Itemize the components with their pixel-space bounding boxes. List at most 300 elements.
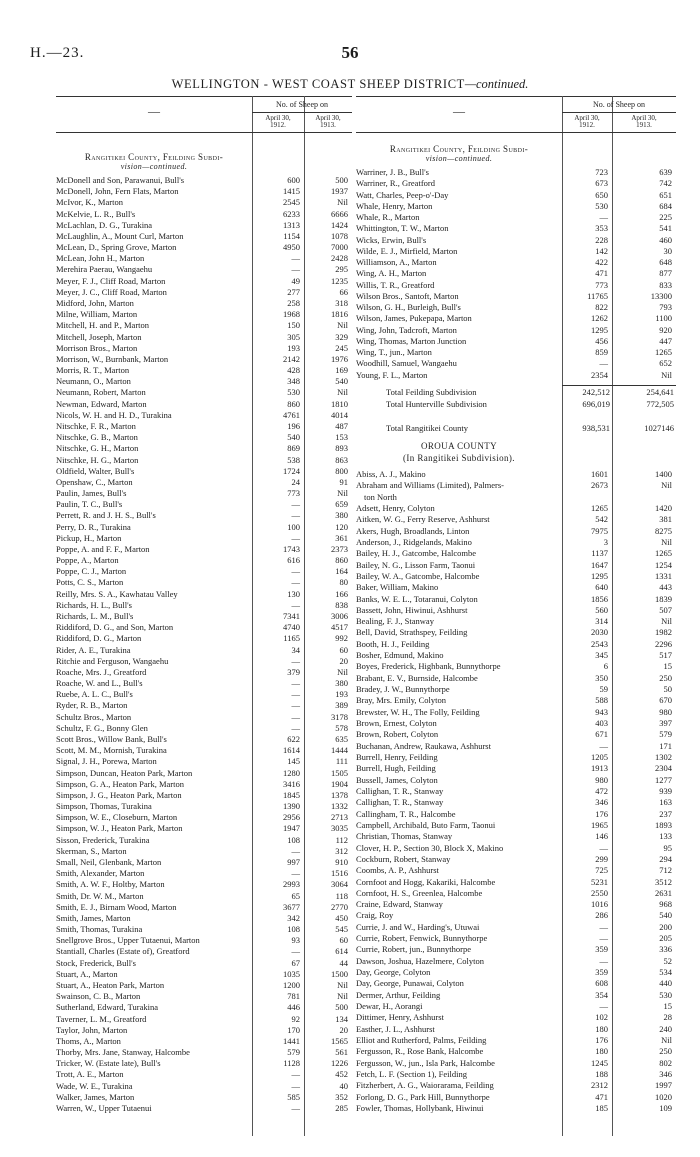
entry-name: Callighan, T. R., Stanway [356,797,444,808]
sheep-1913: 517 [659,650,672,661]
sheep-1913: 860 [335,555,348,566]
entry-name: Poppe, A., Marton [56,555,119,566]
sheep-1912: — [599,1001,608,1012]
sheep-1913: 60 [339,644,348,655]
sheep-1912: 773 [595,279,608,290]
sheep-1913: 1505 [331,767,348,778]
sheep-1912: 3 [603,536,608,547]
sheep-1913: Nil [337,666,348,677]
table-row [56,834,352,846]
sheep-1913: 500 [335,175,348,185]
sheep-1913: 166 [335,588,348,599]
entry-name: Day, George, Colyton [356,967,431,978]
table-row [56,945,352,957]
sheep-1913: 120 [335,521,348,532]
sheep-1912: 579 [287,1047,300,1058]
sheep-1913: 659 [335,499,348,510]
sheep-1913: Nil [337,387,348,398]
sheep-1912: 1390 [283,801,300,812]
sheep-1913: 1302 [655,752,672,762]
sheep-1913: 205 [659,933,672,944]
sheep-1912: 600 [287,175,300,185]
sheep-1913: 1420 [655,502,672,513]
table-row [56,532,352,544]
sheep-1912: 7341 [283,611,300,622]
entry-name: Fergusson, W., jun., Isla Park, Halcombe [356,1057,495,1068]
sheep-1912: 6 [603,661,608,672]
entry-name: Smith, James, Marton [56,912,131,923]
sheep-1913: 545 [335,924,348,935]
sheep-1912: 2550 [591,887,608,898]
table-row [356,166,676,178]
sheep-1912: 1295 [591,324,608,335]
sheep-1913: 800 [335,465,348,476]
table-row [356,200,676,212]
sheep-1912: 379 [287,666,300,677]
entry-name: McLean, John H., Marton [56,253,145,264]
entry-name: Warriner, R., Greatford [356,178,435,189]
sheep-1913: 285 [335,1102,348,1113]
sheep-1912: 354 [595,989,608,1000]
sheep-1913: 1444 [331,745,348,756]
sheep-1913: 380 [335,510,348,521]
entry-name: Riddiford, D. G., Marton [56,633,142,644]
sheep-1912: — [599,955,608,966]
sheep-1913: 66 [339,286,348,297]
sheep-1913: 1893 [655,819,672,830]
entry-name: Brabant, E. V., Burnside, Halcombe [356,672,478,683]
sheep-1913: 1226 [331,1058,348,1069]
entry-name: McLachlan, D. G., Turakina [56,219,153,230]
sheep-1913: 1904 [331,778,348,789]
entry-name: Wilde, E. J., Mirfield, Marton [356,245,458,256]
table-row [356,943,676,955]
sheep-1913: 1400 [655,469,672,479]
sheep-1913: 2428 [331,253,348,264]
sheep-1912: 5231 [591,876,608,887]
entry-name: Campbell, Archibald, Buto Farm, Taonui [356,819,496,830]
sheep-1913: 112 [335,834,348,845]
entry-name: Bassett, John, Hiwinui, Ashhurst [356,604,468,615]
sheep-1913: 939 [659,785,672,796]
entry-name: Perry, D. R., Turakina [56,521,131,532]
sheep-1912: 196 [287,420,300,431]
sheep-1912: 130 [287,588,300,599]
sheep-1913: 1997 [655,1080,672,1091]
entry-name: Smith, Dr. W. M., Marton [56,890,144,901]
sheep-1913: Nil [661,536,672,547]
table-row [356,842,676,854]
sheep-1913: 1265 [655,347,672,357]
sheep-1913: 920 [659,324,672,335]
sheep-1913: 1810 [331,398,348,409]
page-title-text: WELLINGTON - WEST COAST SHEEP DISTRICT [171,77,465,91]
table-row [56,666,352,678]
sheep-1913: 1565 [331,1035,348,1046]
table-row [356,267,676,279]
sheep-1912: 170 [287,1024,300,1035]
table-row [356,211,676,223]
sheep-1913: 534 [659,967,672,978]
entry-name: Taylor, John, Marton [56,1024,128,1035]
sheep-1912: 193 [287,342,300,353]
table-row [356,335,676,347]
sheep-1912: 150 [287,320,300,331]
table-row [56,442,352,454]
entry-name: Bradey, J. W., Bunnythorpe [356,684,450,695]
table-row [356,1000,676,1012]
sheep-1912: 997 [287,856,300,867]
entry-name: Brown, Ernest, Colyton [356,718,437,729]
entry-name: McLean, D., Spring Grove, Marton [56,242,177,253]
sheep-1912: 428 [287,365,300,376]
sheep-1913: 500 [335,1002,348,1013]
sheep-1912: 1016 [591,899,608,910]
entry-name: Meyer, J. C., Cliff Road, Marton [56,286,167,297]
sheep-1913: 295 [335,264,348,275]
sheep-1912: 11765 [587,290,608,301]
entry-name: Buchanan, Andrew, Raukawa, Ashhurst [356,740,491,751]
sheep-1913: 336 [659,944,672,955]
sheep-1913: 15 [663,661,672,672]
sheep-1913: 802 [659,1057,672,1068]
left-section-line1: Rangitikei County, Feilding Subdi- [84,152,224,162]
entry-name: Bussell, James, Colyton [356,774,438,785]
entry-name: Whittington, T. W., Marton [356,223,449,234]
sheep-1912: — [291,655,300,666]
entry-name: Small, Neil, Glenbank, Marton [56,856,162,867]
total-1912: 242,512 [582,387,610,397]
sheep-1912: 345 [595,650,608,661]
table-row [356,1034,676,1046]
sheep-1912: 108 [287,924,300,935]
sheep-1912: 1262 [591,313,608,324]
sheep-1913: 3178 [331,711,348,722]
table-row [56,1046,352,1058]
sheep-1913: 1378 [331,789,348,800]
table-row [356,853,676,865]
sheep-1913: 1100 [655,313,672,324]
table-row [56,576,352,588]
table-row [356,468,676,480]
sheep-1912: 142 [595,245,608,256]
sheep-1912: 472 [595,785,608,796]
sheep-1912: 286 [595,910,608,921]
entry-name: Wing, T., jun., Marton [356,347,432,357]
sheep-1913: 95 [663,842,672,853]
left-header-dash: — [148,104,160,118]
entry-name: Morrison Bros., Marton [56,342,138,353]
entry-name: Poppe, A. and F. F., Marton [56,543,150,554]
table-row [356,717,676,729]
sheep-1912: 859 [595,347,608,357]
sheep-1912: — [291,678,300,689]
table-row [356,513,676,525]
sheep-1912: 446 [287,1002,300,1013]
entry-name: Simpson, W. J., Heaton Park, Marton [56,823,183,834]
entry-name: Trott, A. E., Marton [56,1069,124,1080]
sheep-1912: 4740 [283,622,300,633]
right-header-col1 [562,115,612,129]
table-row [56,711,352,723]
sheep-1912: 146 [595,831,608,842]
sheep-1912: 671 [595,729,608,740]
sheep-1912: 359 [595,967,608,978]
sheep-1913: 237 [659,808,672,819]
entry-name: Scott, M. M., Mornish, Turakina [56,745,167,756]
entry-name: Midford, John, Marton [56,297,134,308]
table-row [356,593,676,605]
table-row [356,706,676,718]
entry-name: Simpson, W. E., Closeburn, Marton [56,812,178,823]
entry-name: Smith, E. J., Birnam Wood, Marton [56,901,177,912]
table-row [356,1068,676,1080]
entry-name: Bailey, W. A., Gatcombe, Halcombe [356,570,480,581]
sheep-1912: 860 [287,398,300,409]
left-section-line2 [56,162,252,172]
sheep-1913: 3006 [331,611,348,622]
sheep-1913: 111 [335,756,348,767]
table-row [356,830,676,842]
sheep-1912: 1647 [591,559,608,570]
entry-name: Richards, H. L., Bull's [56,599,132,610]
entry-name: Smith, Alexander, Marton [56,868,145,879]
entry-name: Potts, C. S., Marton [56,577,124,588]
page-reference: H.—23. [30,45,85,61]
entry-name: Brown, Robert, Colyton [356,729,439,740]
sheep-1912: 277 [287,286,300,297]
entry-name: Ruebe, A. L. C., Bull's [56,689,133,700]
sheep-1913: 968 [659,899,672,910]
sheep-1913: 4517 [331,622,348,633]
sheep-1913: 380 [335,678,348,689]
entry-name: Whale, R., Marton [356,212,420,222]
sheep-1912: 342 [287,912,300,923]
sheep-1913: 2713 [331,812,348,823]
sheep-1913: 540 [335,376,348,387]
entry-name: Bosher, Edmund, Makino [356,650,444,661]
sheep-1913: 1265 [655,548,672,559]
sheep-1912: 1154 [283,230,300,241]
sheep-1913: 1816 [331,309,348,320]
sheep-1913: 153 [335,432,348,443]
sheep-1913: 397 [659,718,672,729]
entry-name: Abiss, A. J., Makino [356,469,426,479]
sheep-1913: 1982 [655,627,672,638]
table-row [56,252,352,264]
table-row [356,932,676,944]
sheep-1912: 93 [291,935,300,946]
sheep-1912: 24 [291,476,300,487]
table-row [56,297,352,309]
sheep-1913: 171 [659,740,672,751]
entry-name: Aitken, W. G., Ferry Reserve, Ashhurst [356,514,490,525]
entry-name: Poppe, C. J., Marton [56,566,127,577]
sheep-1913: 169 [335,365,348,376]
table-row [356,819,676,831]
sheep-1913: 2296 [655,638,672,649]
entry-name: Simpson, G. A., Heaton Park, Marton [56,778,184,789]
sheep-1912: 145 [287,756,300,767]
sheep-1913: 80 [339,577,348,588]
sheep-1912: 2312 [591,1080,608,1091]
sheep-1912: 781 [287,991,300,1002]
sheep-1912: 588 [595,695,608,706]
sheep-1913: 460 [659,234,672,245]
sheep-1913: 60 [339,935,348,946]
sheep-1912: 1913 [591,763,608,774]
entry-name: Scott Bros., Willow Bank, Bull's [56,734,167,744]
total-1912: 696,019 [582,399,610,409]
table-row [56,744,352,756]
sheep-1913: 440 [659,978,672,989]
entry-name: Nitschke, H. G., Marton [56,454,139,465]
sheep-1913: 109 [659,1102,672,1113]
entry-name: Anderson, J., Ridgelands, Makino [356,536,472,547]
entry-name: Brewster, W. H., The Folly, Feilding [356,706,480,717]
sheep-1912: 530 [287,387,300,398]
table-row [356,290,676,302]
table-row [56,409,352,421]
sheep-1912: 723 [595,167,608,177]
entry-name: Ritchie and Ferguson, Wangaehu [56,655,169,666]
sheep-1913: 20 [339,1024,348,1035]
sheep-1913: 893 [335,443,348,454]
entry-name: Neumann, O., Marton [56,376,131,387]
table-row [56,878,352,890]
sheep-1912: 538 [287,454,300,465]
entry-name: Easther, J. L., Ashhurst [356,1023,435,1034]
table-row [56,644,352,656]
sheep-1912: 1441 [283,1035,300,1046]
entry-name: Smith, A. W. F., Holtby, Marton [56,879,165,890]
entry-name: Wilson Bros., Santoft, Marton [356,290,459,301]
entry-name: Paulin, T. C., Bull's [56,499,123,510]
sheep-1913: 579 [659,729,672,740]
sheep-1912: — [291,1069,300,1080]
table-row [356,626,676,638]
total-row [356,422,676,434]
table-row [356,728,676,740]
table-row [56,1001,352,1013]
right-table-header [356,96,676,128]
table-row [356,808,676,820]
sheep-1912: — [291,1080,300,1091]
sheep-1912: 1724 [283,465,300,476]
entry-name: Sutherland, Edward, Turakina [56,1002,158,1013]
sheep-1913: 134 [335,1013,348,1024]
entry-name: Banks, W. E. L., Totaranui, Colyton [356,593,478,604]
left-header-group: No. of Sheep on [276,100,328,109]
right-section-line2-text: vision—continued. [425,154,493,163]
table-row [356,525,676,537]
sheep-1912: — [291,253,300,264]
sheep-1912: 2543 [591,638,608,649]
table-row [356,536,676,548]
table-row [356,638,676,650]
sheep-1912: 67 [291,957,300,968]
table-row [56,431,352,443]
sheep-1912: 314 [595,616,608,627]
sheep-1913: 4014 [331,409,348,420]
sheep-1913: Nil [661,1035,672,1045]
sheep-1913: 742 [659,178,672,189]
table-row [356,966,676,978]
table-row [356,301,676,313]
entry-name: Bray, Mrs. Emily, Colyton [356,695,447,706]
sheep-1913: 361 [335,532,348,543]
sheep-1913: 1078 [331,230,348,241]
sheep-1913: 561 [335,1047,348,1058]
sheep-1912: 1743 [283,543,300,554]
entry-name: Wilson, James, Pukepapa, Marton [356,313,472,324]
sheep-1913: 133 [659,831,672,842]
table-row [356,909,676,921]
sheep-1913: 1332 [331,801,348,812]
sheep-1913: 245 [335,342,348,353]
entry-name: Oldfield, Walter, Bull's [56,465,135,476]
sheep-1913: 240 [659,1023,672,1034]
entry-name: Fitzherbert, A. G., Waiorarama, Feilding [356,1080,494,1091]
sheep-1912: 422 [595,257,608,267]
table-row [56,1068,352,1080]
entry-name: Warren, W., Upper Tutaenui [56,1102,152,1113]
table-row [356,1091,676,1103]
sheep-1912: 2142 [283,353,300,364]
sheep-1912: 7975 [591,525,608,536]
sheep-1913: 833 [659,279,672,290]
sheep-1913: 2304 [655,763,672,774]
entry-name: Callighan, T. R., Stanway [356,785,444,796]
sheep-1912: 1295 [591,570,608,581]
table-row [356,324,676,336]
sheep-1912: — [291,1102,300,1113]
sheep-1913: Nil [337,320,348,331]
sheep-1912: 1947 [283,823,300,834]
entry-name: Currie, J. and W., Harding's, Utuwai [356,921,480,932]
sheep-1913: 684 [659,200,672,211]
entry-name: Wing, John, Tadcroft, Marton [356,324,457,335]
sheep-1912: 6233 [283,208,300,219]
left-table-header [56,96,352,128]
right-header-col2 [612,115,676,129]
table-row [356,796,676,808]
table-row [356,921,676,933]
entry-name: Richards, L. M., Bull's [56,611,134,622]
table-row [356,1045,676,1057]
entry-name: Simpson, Duncan, Heaton Park, Marton [56,767,193,778]
table-row [56,968,352,980]
table-row [356,672,676,684]
table-row [356,177,676,189]
entry-name: Elliot and Rutherford, Palms, Feilding [356,1035,487,1045]
oroua-title: OROUA COUNTY [420,441,498,451]
table-row [356,876,676,888]
sheep-1912: 725 [595,865,608,876]
sheep-1913: 44 [339,957,348,968]
sheep-1912: 1313 [283,219,300,230]
sheep-1913: 3512 [655,876,672,887]
right-table [356,96,676,1136]
sheep-1912: 1200 [283,979,300,990]
sheep-1913: 447 [659,335,672,346]
entry-name: Merehira Paerau, Wangaehu [56,264,153,275]
table-row [56,599,352,611]
entry-name: Dawson, Joshua, Hazelmere, Colyton [356,955,484,966]
entry-name: Booth, H. J., Feilding [356,638,430,649]
page-header [30,45,670,67]
sheep-1912: 3677 [283,901,300,912]
